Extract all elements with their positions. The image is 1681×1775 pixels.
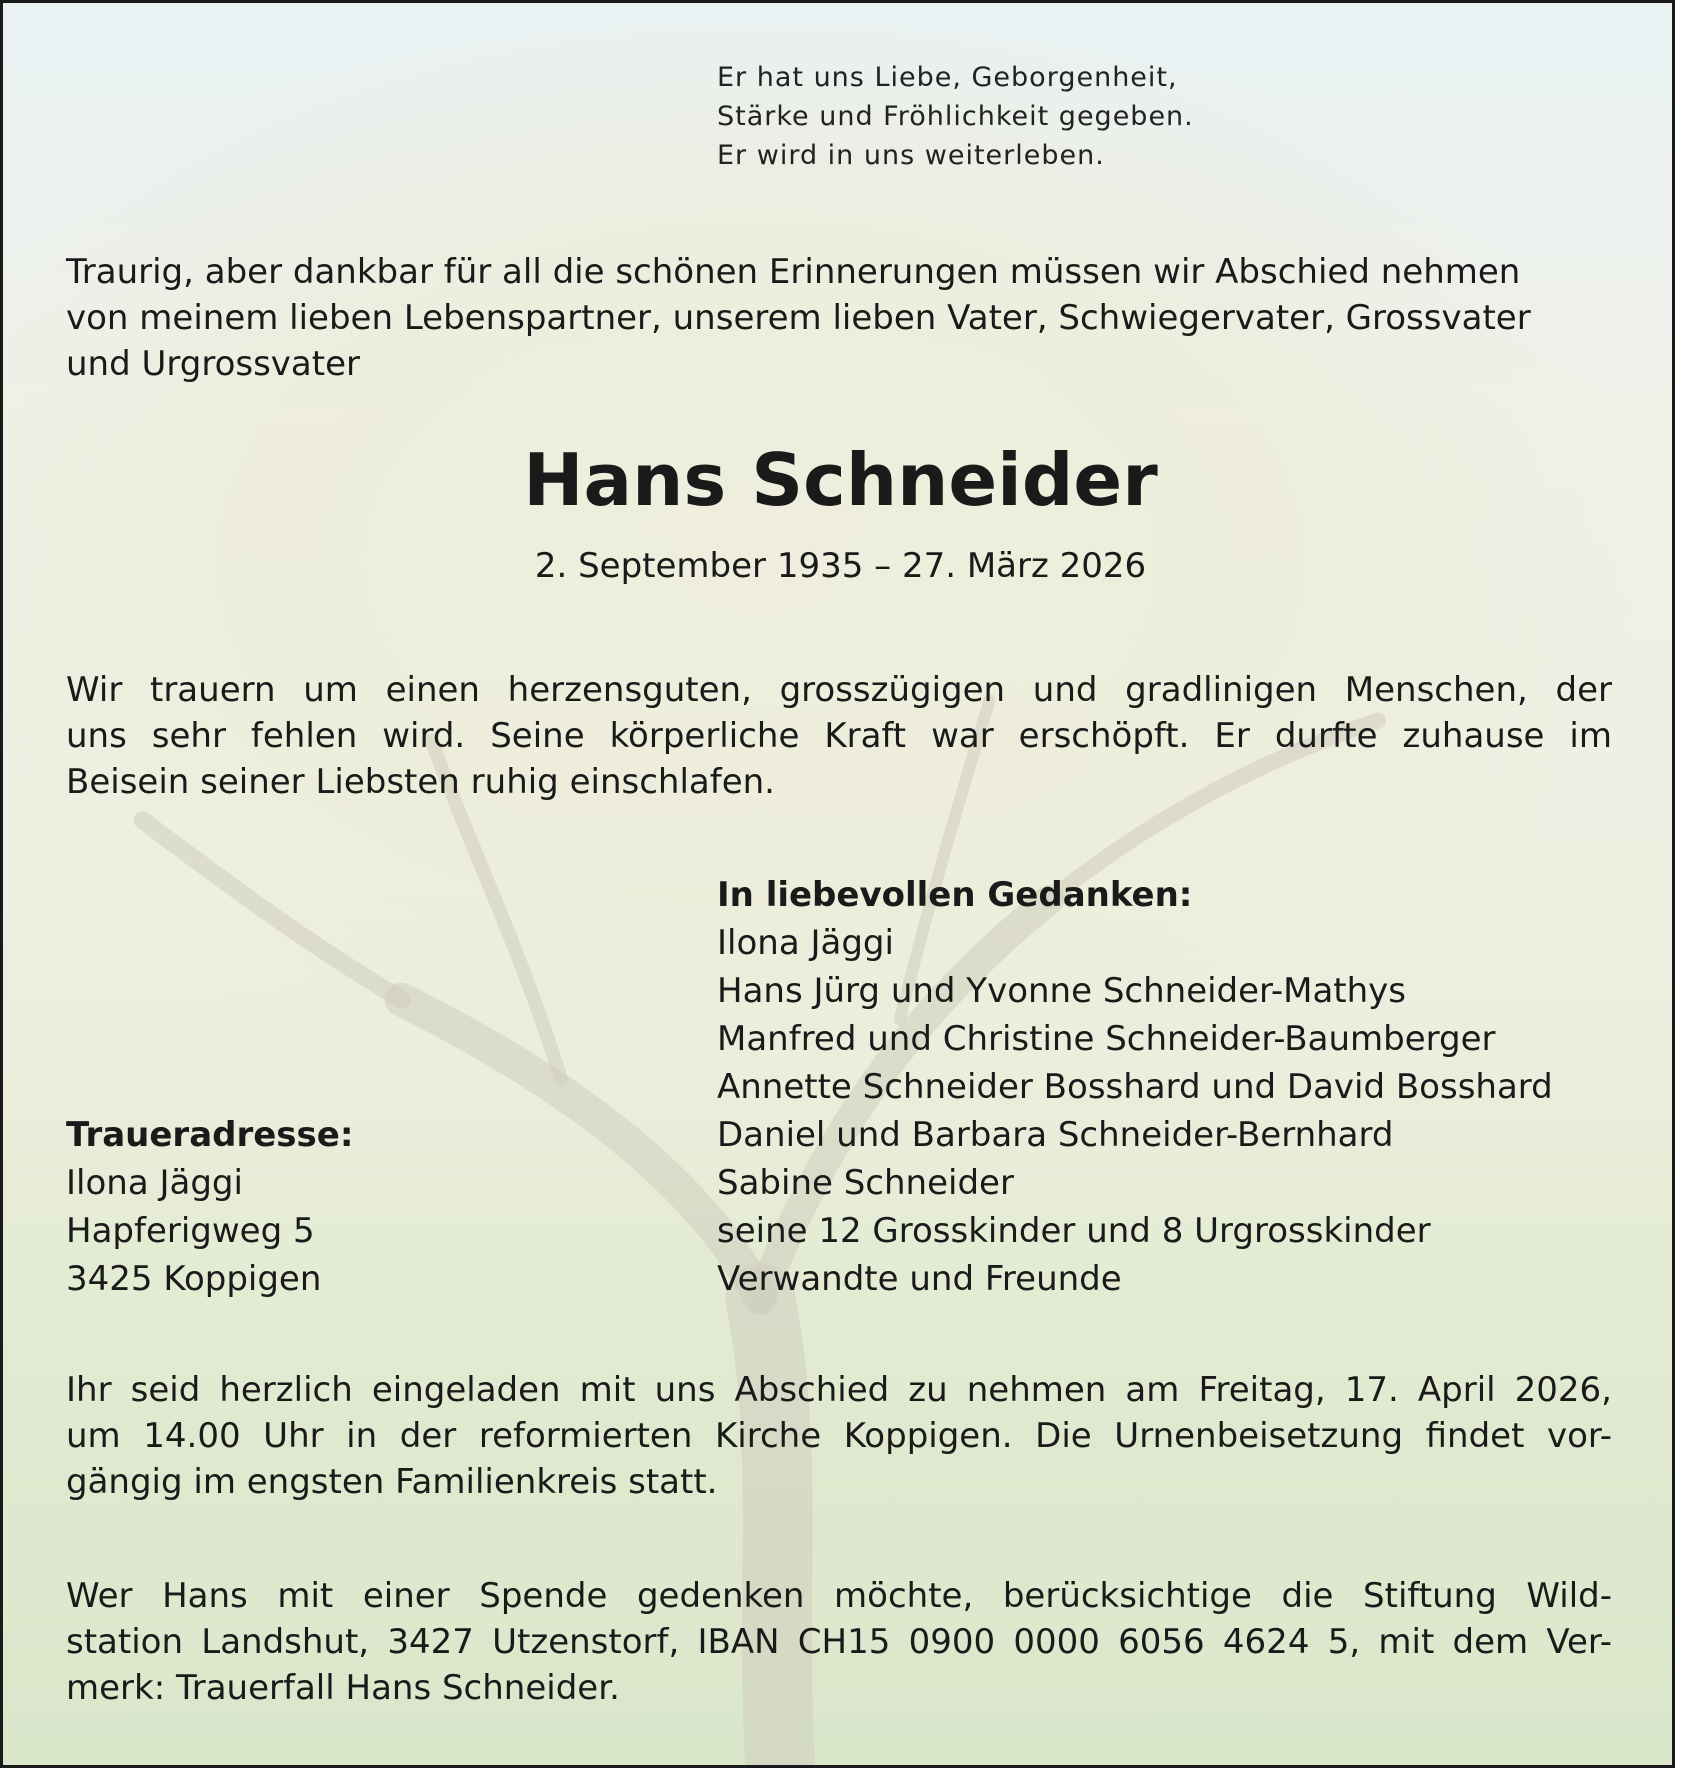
family-member: Sabine Schneider [717,1163,1014,1203]
address-name: Ilona Jäggi [66,1163,243,1203]
family-member: Verwandte und Freunde [717,1259,1122,1299]
family-member: Annette Schneider Bosshard und David Bosshard [717,1067,1553,1107]
donation-paragraph [66,1573,1612,1711]
service-line: gängig im engsten Familienkreis statt. [66,1462,718,1502]
tribute-line: uns sehr fehlen wird. Seine körperliche Kraft war erschöpft. Er durfte zuhause im [66,716,1612,756]
family-member: Hans Jürg und Yvonne Schneider-Mathys [717,971,1407,1011]
family-member: seine 12 Grosskinder und 8 Urgrosskinder [717,1211,1431,1251]
memorial-motto [717,58,1194,175]
life-dates: 2. September 1935 – 27. März 2026 [534,546,1147,586]
donation-line: station Landshut, 3427 Utzenstorf, IBAN CH15 0900 0000 6056 4624 5, mit dem Ver- [66,1622,1612,1662]
service-line: Ihr seid herzlich eingeladen mit uns Abschied zu nehmen am Freitag, 17. April 2026, [66,1370,1612,1410]
intro-line: von meinem lieben Lebenspartner, unserem lieben Vater, Schwiegervater, Grossvater [66,298,1531,338]
tribute-line: Beisein seiner Liebsten ruhig einschlafen. [66,762,775,802]
family-member: Manfred und Christine Schneider-Baumberger [717,1019,1496,1059]
mourning-address [66,1111,353,1303]
notice-content [3,3,1672,1765]
service-line: um 14.00 Uhr in der reformierten Kirche Koppigen. Die Urnenbeisetzung findet vor- [66,1416,1612,1456]
family-member: Daniel und Barbara Schneider-Bernhard [717,1115,1394,1155]
motto-line: Stärke und Fröhlichkeit gegeben. [717,101,1194,132]
address-street: Hapferigweg 5 [66,1211,315,1251]
address-heading: Traueradresse: [66,1115,354,1155]
service-paragraph [66,1367,1612,1505]
tribute-paragraph [66,667,1612,805]
family-member: Ilona Jäggi [717,923,894,963]
intro-paragraph [66,249,1612,387]
donation-line: Wer Hans mit einer Spende gedenken möchte, berücksichtige die Stiftung Wild- [66,1576,1612,1616]
family-list [717,871,1553,1303]
tribute-line: Wir trauern um einen herzensguten, grosszügigen und gradlinigen Menschen, der [66,670,1612,710]
motto-line: Er wird in uns weiterleben. [717,140,1105,171]
address-city: 3425 Koppigen [66,1259,322,1299]
family-heading: In liebevollen Gedanken: [717,875,1193,915]
donation-line: merk: Trauerfall Hans Schneider. [66,1668,620,1708]
deceased-name: Hans Schneider [523,438,1158,522]
motto-line: Er hat uns Liebe, Geborgenheit, [717,62,1178,93]
intro-line: und Urgrossvater [66,344,360,384]
intro-line: Traurig, aber dankbar für all die schönen Erinnerungen müssen wir Abschied nehmen [66,252,1521,292]
